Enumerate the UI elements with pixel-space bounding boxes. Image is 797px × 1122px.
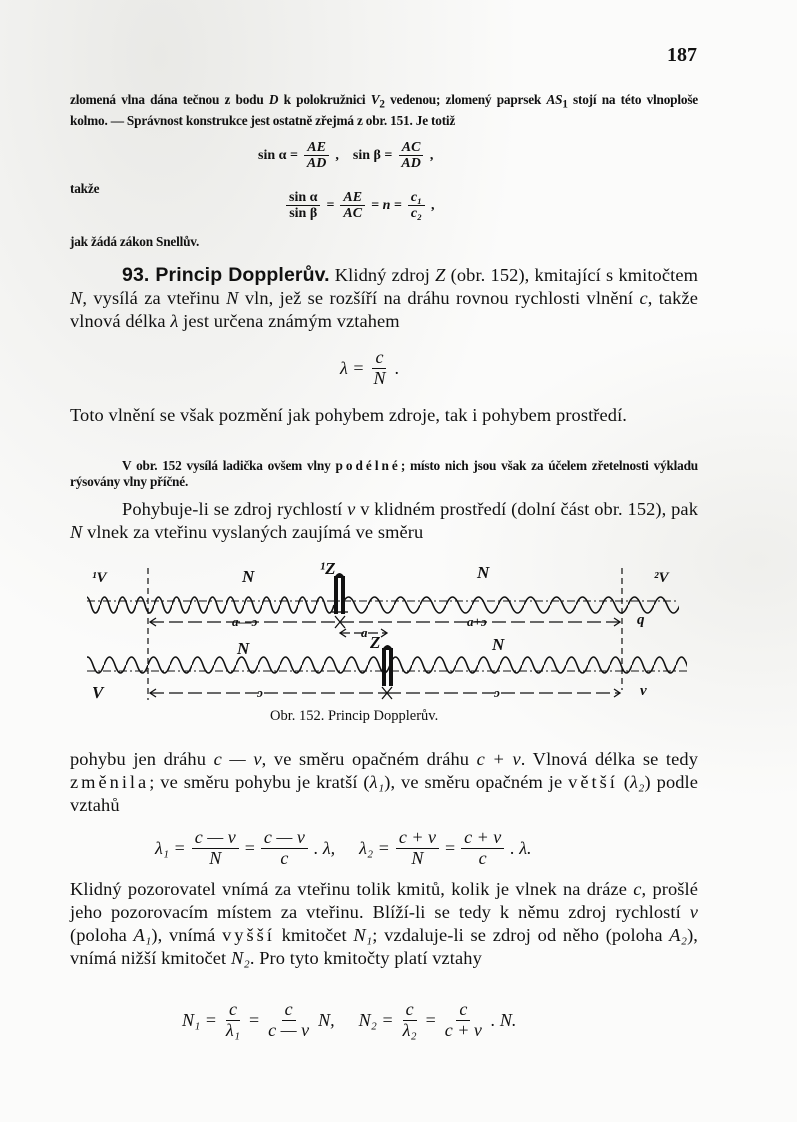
math-var: c [639,288,648,308]
math-var: v [347,499,356,519]
numerator: c [456,1000,470,1021]
numerator: AE [340,190,365,206]
eq-term: λ₁ = [155,837,186,858]
text: . Vlnová délka se tedy [520,749,698,769]
math-var: λ [170,311,179,331]
text: ( [617,772,630,792]
numerator: AC [399,140,424,156]
label-V: V [92,683,104,702]
denominator: c + v [444,1019,482,1040]
text: z obr. 151. Je totiž [356,113,456,129]
text: (poloha [70,925,134,945]
denominator: N [209,847,222,868]
text: vedenou; zlomený paprsek [384,92,542,107]
label-N-top-left: N [242,567,255,586]
label-1V: ¹V [92,570,107,586]
fraction [286,190,320,222]
text: vlnek za vteřinu vyslaných zaujímá ve směru [82,522,424,542]
text: pohybu jen dráhu [70,749,214,769]
emphasis-text: vyšší [222,925,275,945]
section-93-paragraph [70,264,698,333]
text: Klidný zdroj [329,265,436,285]
fraction [442,1000,485,1041]
eq-sep: , [335,147,339,163]
math-var: D [268,92,279,107]
math-var: N₂ [230,948,250,968]
eq-term: λ = [340,357,365,378]
eq-sign: = [326,197,335,213]
text: , takže vlnová délka [70,288,698,331]
fraction [400,1000,420,1041]
label-takze: takže [70,181,100,196]
fraction [398,140,423,172]
math-var: N [226,288,239,308]
label-1Z: ¹Z [320,560,336,578]
fraction [340,190,365,222]
denominator: λ₁ [225,1019,240,1040]
label-2V: ²V [654,570,669,586]
math-var: N [70,288,83,308]
eq-term: . λ. [510,837,532,858]
text: stojí na této vlnoploše kolmo. — Správnost konstrukce jest ostatně zřejmá [70,92,698,129]
denominator: N [373,367,386,388]
top-wave [87,586,679,616]
eq-term: . λ, [313,837,336,858]
math-expr: c + v [476,749,521,769]
math-var: λ₂ [629,772,645,792]
eq-term: sin β = [352,147,393,163]
text: ) podle vztahů [70,772,699,815]
paragraph-moving-source [70,498,698,544]
eq-sign: = [444,837,456,858]
paragraph-observer [70,878,698,970]
section-heading: 93. Princip Dopplerův. [122,264,330,286]
math-var: c [633,879,642,899]
eq-sep: , [429,147,434,163]
fraction [396,828,439,869]
eq-term: N₂ = [358,1009,394,1030]
text: , prošlé jeho pozorovacím místem za vteřinu. Blíží-li se tedy k němu zdroj rychlostí [70,879,698,922]
paragraph-snell-construction [70,92,698,129]
eq-term: N, [318,1009,335,1030]
numerator: c + v [461,828,504,849]
label-N-bottom-left: N [237,639,250,658]
figure-152-doppler [82,560,712,705]
text: ; vzdaluje-li se zdroj od něho (poloha [372,925,670,945]
eq-sign: = [244,837,255,858]
label-v: v [640,683,647,699]
denominator: AC [343,206,363,222]
fraction [304,140,329,172]
fraction [223,1000,243,1041]
figure-caption: Obr. 152. Princip Dopplerův. [270,708,439,724]
text: ; ve směru pohybu je kratší ( [149,772,370,792]
text: ), vnímá nižší kmitočet [70,925,698,968]
label-Z: Z [370,633,381,652]
text: ), vnímá [151,925,223,945]
text: vln, jež se rozšíří na dráhu rovnou rychlosti vlnění [238,288,640,308]
text: , vysílá za vteřinu [82,288,227,308]
text: ), ve směru opačném je [384,772,569,792]
math-var: N [70,522,83,542]
note-longitudinal-waves [70,458,698,489]
numerator: c₁ [408,190,425,206]
emphasis-text: změnila [70,772,150,792]
text: . Pro tyto kmitočty platí vztahy [249,948,482,968]
snell-law-line: jak žádá zákon Snellův. [70,234,200,249]
emphasis-text: větší [568,772,618,792]
paragraph-medium-change: Toto vlnění se však pozmění jak pohybem zdroje, tak i pohybem prostředí. [70,405,627,425]
fraction [265,1000,312,1041]
fraction [370,348,388,389]
numerator: c — v [192,828,239,849]
eq-sep: . [394,357,399,378]
fraction [261,828,308,869]
math-var: AS [546,92,563,107]
label-N-bottom-right: N [492,635,505,654]
numerator: c [403,1000,417,1021]
math-sub: 1 [562,98,568,111]
numerator: c [372,348,386,369]
tuning-fork-top [334,573,345,614]
math-var: V [370,92,380,107]
text: V obr. 152 vysílá ladička ovšem vlny [122,458,336,473]
text: , ve směru opačném dráhu [261,749,477,769]
text: k polokružnici [278,92,371,107]
denominator: AD [306,156,327,172]
equation-frequency-1-2 [182,1000,516,1041]
text: ; místo nich jsou však za účelem zřetelnosti výkladu rýsovány vlny příčné. [70,458,699,489]
numerator: c — v [261,828,308,849]
denominator: c [280,847,289,868]
math-expr: c — v [213,749,262,769]
eq-term: . N. [490,1009,517,1030]
label-o-right: ɔ [494,685,500,700]
doppler-wave-diagram [82,560,712,705]
eq-term: = n = [371,197,402,213]
text: (obr. 152), kmitající s kmitočtem [445,265,698,285]
eq-term: sin α = [258,147,298,163]
label-o-left: ɔ [257,685,263,700]
denominator: c — v [268,1019,310,1040]
emphasis-text: podélné [335,458,401,473]
paragraph-wavelength-change [70,748,698,817]
math-var: A₂ [669,925,688,945]
text: zlomená vlna dána tečnou z bodu [70,92,269,107]
text: Pohybuje-li se zdroj rychlostí [122,499,348,519]
fraction [408,190,425,222]
numerator: c [282,1000,296,1021]
numerator: AE [304,140,329,156]
denominator: c₂ [410,206,422,222]
text: kmitočet [274,925,354,945]
fraction [192,828,239,869]
denominator: sin β [289,206,318,222]
numerator: c + v [396,828,439,849]
equation-lambda-1-2 [155,828,532,869]
text: jest určena známým vztahem [178,311,400,331]
label-a: a [361,625,368,640]
denominator: λ₂ [402,1019,417,1040]
equation-sin-ratios [258,140,433,172]
math-var: v [689,902,698,922]
label-N-top-right: N [477,563,490,582]
equation-snell-law [284,190,434,222]
equation-wavelength [340,348,399,389]
numerator: sin α [286,190,320,206]
eq-sign: = [248,1009,260,1030]
eq-sep: , [430,197,435,213]
fraction [461,828,504,869]
label-a-minus: a—ɔ [232,614,258,629]
label-q: q [637,612,645,628]
label-a-plus: a+ɔ [467,614,487,629]
eq-term: λ₂ = [359,837,390,858]
bottom-wave [87,656,687,686]
eq-term: N₁ = [182,1009,217,1030]
page-number: 187 [667,44,697,66]
denominator: c [478,847,487,868]
math-var: λ₁ [369,772,385,792]
math-var: A₁ [133,925,152,945]
text: Klidný pozorovatel vnímá za vteřinu tolik kmitů, kolik je vlnek na dráze [70,879,634,899]
denominator: AD [401,156,421,172]
math-sub: 2 [379,98,385,111]
text: v klidném prostředí (dolní část obr. 152), pak [355,499,698,519]
numerator: c [226,1000,240,1021]
denominator: N [411,847,424,868]
eq-sign: = [425,1009,436,1030]
math-var: Z [435,265,446,285]
math-var: N₁ [353,925,373,945]
